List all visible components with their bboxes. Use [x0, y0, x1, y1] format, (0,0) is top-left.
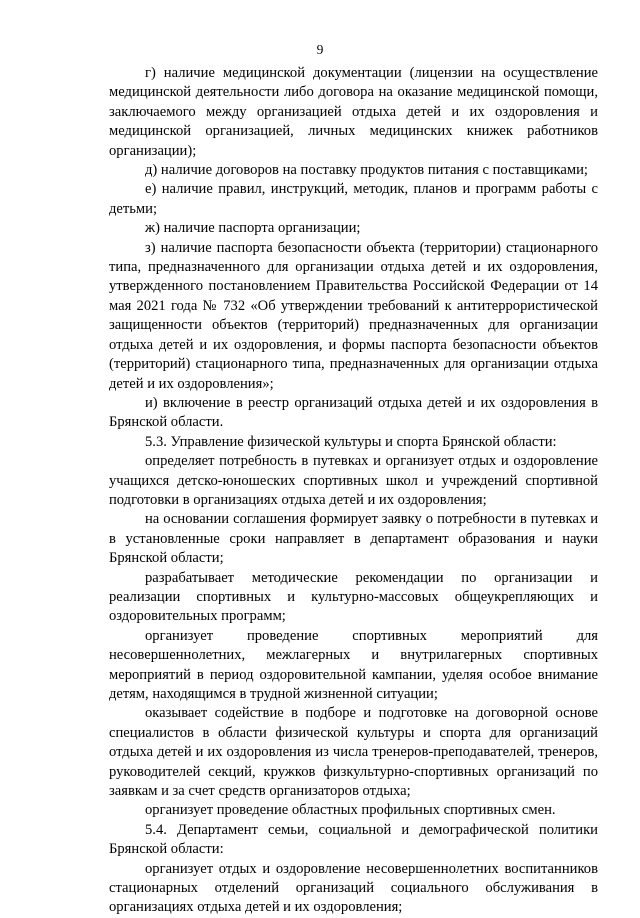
section-5-4-heading: 5.4. Департамент семьи, социальной и демографической политики Брянской области:: [109, 821, 598, 858]
section-5-3-heading: 5.3. Управление физической культуры и спорта Брянской области:: [145, 433, 557, 450]
document-body: [109, 64, 598, 918]
paragraph-g-medical-docs: г) наличие медицинской документации (лицензии на осуществление медицинской деятельности либо договора на оказание медицинской помощи, заключаемого между организацией отдыха детей и их оздоровления и медицинской организацией, личных медицинских книжек работников организации);: [109, 65, 598, 159]
paragraph-zh-org-passport: ж) наличие паспорта организации;: [145, 220, 361, 237]
page-number: 9: [316, 42, 324, 57]
paragraph-social-care-rest: организует отдых и оздоровление несовершеннолетних воспитанников стационарных отделений организаций социального обслуживания в организациях отдыха детей и их оздоровления;: [109, 860, 598, 916]
paragraph-i-registry: и) включение в реестр организаций отдыха детей и их оздоровления в Брянской области.: [109, 394, 598, 431]
paragraph-method-recommendations: разрабатывает методические рекомендации по организации и реализации спортивных и культурно-массовых общеукрепляющих и оздоровительных программ;: [109, 569, 598, 625]
paragraph-z-security-passport: з) наличие паспорта безопасности объекта (территории) стационарного типа, предназначенного для организации отдыха детей и их оздоровления, утвержденного постановлением Правительства Российской Федерации от 14 мая 2021 года № 732 «Об утверждении требований к антитеррористической защищенности объектов (территорий) предназначенных для организации отдыха детей и их оздоровления, и формы паспорта безопасности объектов (территорий) стационарного типа, предназначенных для организации отдыха детей и их оздоровления»;: [109, 239, 598, 392]
paragraph-d-food-contracts: д) наличие договоров на поставку продуктов питания с поставщиками;: [145, 162, 588, 179]
paragraph-regional-shifts: организует проведение областных профильных спортивных смен.: [145, 802, 556, 819]
paragraph-e-rules-programs: е) наличие правил, инструкций, методик, планов и программ работы с детьми;: [109, 181, 598, 217]
paragraph-agreement-request: на основании соглашения формирует заявку о потребности в путевках и в установленные сроки направляет в департамент образования и науки Брянской области;: [109, 511, 598, 567]
paragraph-specialist-support: оказывает содействие в подборе и подготовке на договорной основе специалистов в области физической культуры и спорта для организаций отдыха детей и их оздоровления из числа тренеров-преподавателей, тренеров, руководителей секций, кружков физкультурно-спортивных организаций по заявкам и за счет средств организаторов отдыха;: [109, 705, 598, 800]
paragraph-sports-events: организует проведение спортивных мероприятий для несовершеннолетних, межлагерных и внутрилагерных спортивных мероприятий в период оздоровительной кампании, уделяя особое внимание детям, находящимся в трудной жизненной ситуации;: [109, 627, 598, 702]
paragraph-vouchers-need: определяет потребность в путевках и организует отдых и оздоровление учащихся детско-юношеских спортивных школ и учреждений спортивной подготовки в организациях отдыха детей и их оздоровления;: [109, 453, 598, 508]
